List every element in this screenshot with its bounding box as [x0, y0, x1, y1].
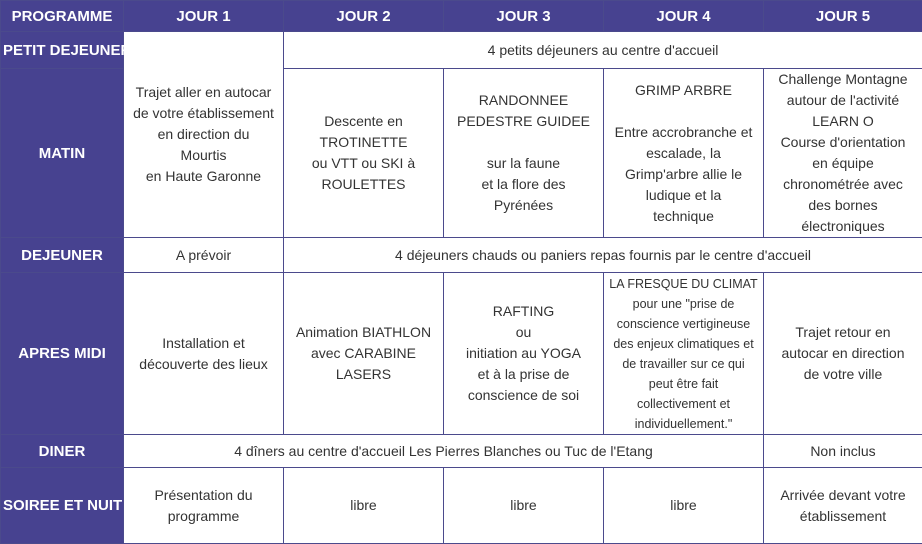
diner-day5-cell: Non inclus	[764, 435, 922, 468]
dejeuner-row	[1, 238, 922, 273]
soiree-row	[1, 468, 922, 544]
matin-day5-cell: Challenge Montagne autour de l'activité LEARN O Course d'orientation en équipe chronométrée avec des bornes électroniques	[764, 69, 922, 238]
matin-day3-cell: RANDONNEE PEDESTRE GUIDEE sur la faune et la flore des Pyrénées	[444, 69, 604, 238]
matin-day4-cell: GRIMP ARBRE Entre accrobranche et escalade, la Grimp'arbre allie le ludique et la technique	[604, 69, 764, 238]
apres-midi-day4-cell: LA FRESQUE DU CLIMAT pour une "prise de conscience vertigineuse des enjeux climatiques et de travailler sur ce qui peut être fait collectivement et individuellement."	[604, 273, 764, 435]
soiree-day4-cell: libre	[604, 468, 764, 544]
day-3-header: JOUR 3	[444, 1, 604, 32]
diner-row	[1, 435, 922, 468]
day-1-header: JOUR 1	[124, 1, 284, 32]
day-5-header: JOUR 5	[764, 1, 922, 32]
petit-dejeuner-label: PETIT DEJEUNER	[1, 32, 124, 69]
day-2-header: JOUR 2	[284, 1, 444, 32]
diner-label: DINER	[1, 435, 124, 468]
petit-dejeuner-row	[1, 32, 922, 69]
matin-day1-cell: Trajet aller en autocar de votre établissement en direction du Mourtis en Haute Garonne	[124, 32, 284, 238]
soiree-day2-cell: libre	[284, 468, 444, 544]
apres-midi-day1-cell: Installation et découverte des lieux	[124, 273, 284, 435]
soiree-label: SOIREE ET NUIT	[1, 468, 124, 544]
apres-midi-label: APRES MIDI	[1, 273, 124, 435]
dejeuner-days-2-5-cell: 4 déjeuners chauds ou paniers repas fournis par le centre d'accueil	[284, 238, 922, 273]
diner-days-1-4-cell: 4 dîners au centre d'accueil Les Pierres Blanches ou Tuc de l'Etang	[124, 435, 764, 468]
header-row	[1, 1, 922, 32]
dejeuner-day1-cell: A prévoir	[124, 238, 284, 273]
apres-midi-day3-cell: RAFTING ou initiation au YOGA et à la prise de conscience de soi	[444, 273, 604, 435]
apres-midi-day2-cell: Animation BIATHLON avec CARABINE LASERS	[284, 273, 444, 435]
apres-midi-day5-cell: Trajet retour en autocar en direction de votre ville	[764, 273, 922, 435]
soiree-day3-cell: libre	[444, 468, 604, 544]
day-4-header: JOUR 4	[604, 1, 764, 32]
soiree-day1-cell: Présentation du programme	[124, 468, 284, 544]
matin-label: MATIN	[1, 69, 124, 238]
matin-day2-cell: Descente en TROTINETTE ou VTT ou SKI à ROULETTES	[284, 69, 444, 238]
apres-midi-row	[1, 273, 922, 435]
programme-header: PROGRAMME	[1, 1, 124, 32]
soiree-day5-cell: Arrivée devant votre établissement	[764, 468, 922, 544]
petit-dejeuner-days-2-5-cell: 4 petits déjeuners au centre d'accueil	[284, 32, 922, 69]
dejeuner-label: DEJEUNER	[1, 238, 124, 273]
